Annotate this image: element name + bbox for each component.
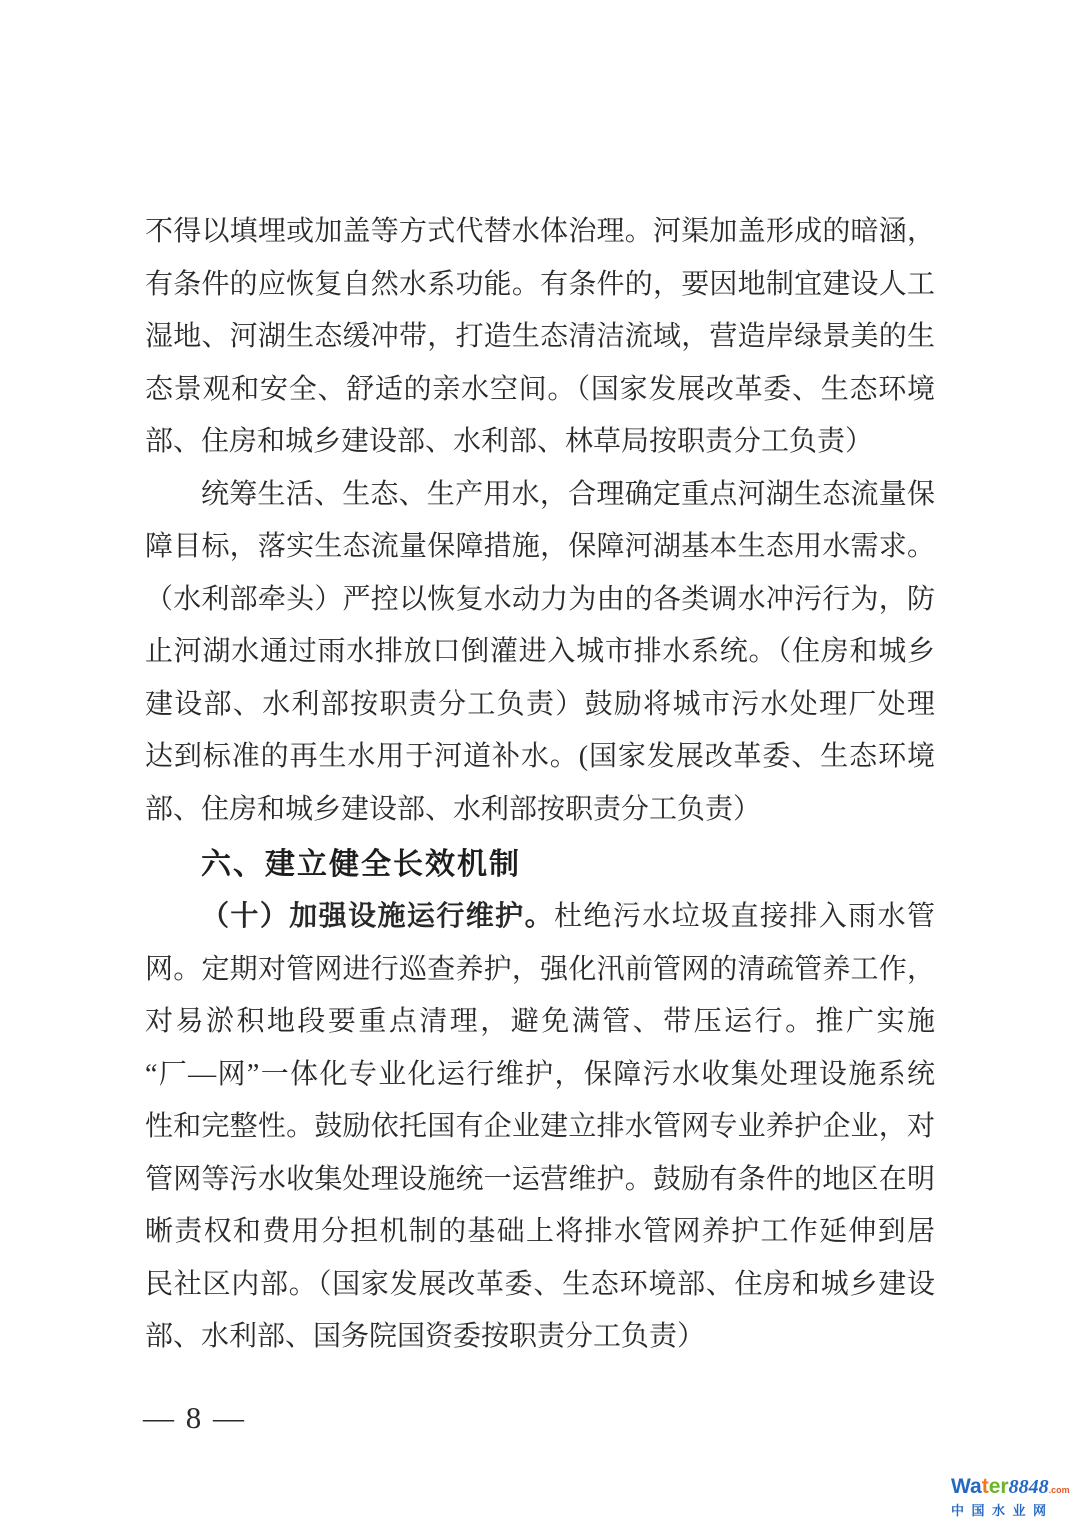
brand-number: 8848	[1008, 1476, 1049, 1498]
body-line: 民社区内部。（国家发展改革委、生态环境部、住房和城乡建设	[145, 1268, 935, 1300]
brand-tld: .com	[1048, 1485, 1070, 1495]
body-line: 网。定期对管网进行巡查养护，强化汛前管网的清疏管养工作，	[145, 953, 935, 985]
brand-wordmark	[951, 1476, 1076, 1501]
brand-subtitle: 中国水业网	[951, 1503, 1054, 1518]
body-line: 达到标准的再生水用于河道补水。(国家发展改革委、生态环境	[145, 741, 935, 772]
body-line: 部、住房和城乡建设部、水利部按职责分工负责）	[145, 793, 762, 825]
body-line: 有条件的应恢复自然水系功能。有条件的，要因地制宜建设人工	[145, 268, 935, 300]
section-heading: 六、建立健全长效机制	[201, 848, 521, 881]
body-line: （水利部牵头）严控以恢复水动力为由的各类调水冲污行为，防	[145, 583, 935, 615]
body-line: 湿地、河湖生态缓冲带，打造生态清洁流域，营造岸绿景美的生	[145, 321, 935, 352]
body-line: 部、水利部、国务院国资委按职责分工负责）	[145, 1321, 706, 1352]
brand-er: er	[988, 1475, 1009, 1498]
body-line: 止河湖水通过雨水排放口倒灌进入城市排水系统。（住房和城乡	[145, 636, 935, 667]
body-line: 管网等污水收集处理设施统一运营维护。鼓励有条件的地区在明	[145, 1163, 935, 1195]
watermark-logo	[951, 1476, 1076, 1518]
body-line: 统筹生活、生态、生产用水，合理确定重点河湖生态流量保	[201, 478, 935, 510]
body-line: 部、住房和城乡建设部、水利部、林草局按职责分工负责）	[145, 426, 874, 457]
body-text: 杜绝污水垃圾直接排入雨水管	[554, 901, 935, 932]
body-line: 态景观和安全、舒适的亲水空间。（国家发展改革委、生态环境	[145, 373, 935, 405]
page-number: — 8 —	[143, 1400, 246, 1435]
document-body	[145, 206, 935, 1364]
brand-wa: Wa	[951, 1475, 982, 1498]
body-line	[145, 891, 935, 944]
subsection-title: （十）加强设施运行维护。	[201, 901, 554, 932]
body-line: “厂—网”一体化专业化运行维护，保障污水收集处理设施系统	[145, 1058, 935, 1090]
body-line: 障目标，落实生态流量保障措施，保障河湖基本生态用水需求。	[145, 531, 935, 562]
body-line: 对易淤积地段要重点清理，避免满管、带压运行。推广实施	[145, 1006, 935, 1037]
body-line: 建设部、水利部按职责分工负责）鼓励将城市污水处理厂处理	[145, 688, 935, 720]
body-line: 不得以填埋或加盖等方式代替水体治理。河渠加盖形成的暗涵，	[145, 216, 935, 247]
body-line: 性和完整性。鼓励依托国有企业建立排水管网专业养护企业，对	[145, 1111, 935, 1142]
brand-t: t	[981, 1475, 989, 1498]
body-line: 晰责权和费用分担机制的基础上将排水管网养护工作延伸到居	[145, 1216, 935, 1247]
